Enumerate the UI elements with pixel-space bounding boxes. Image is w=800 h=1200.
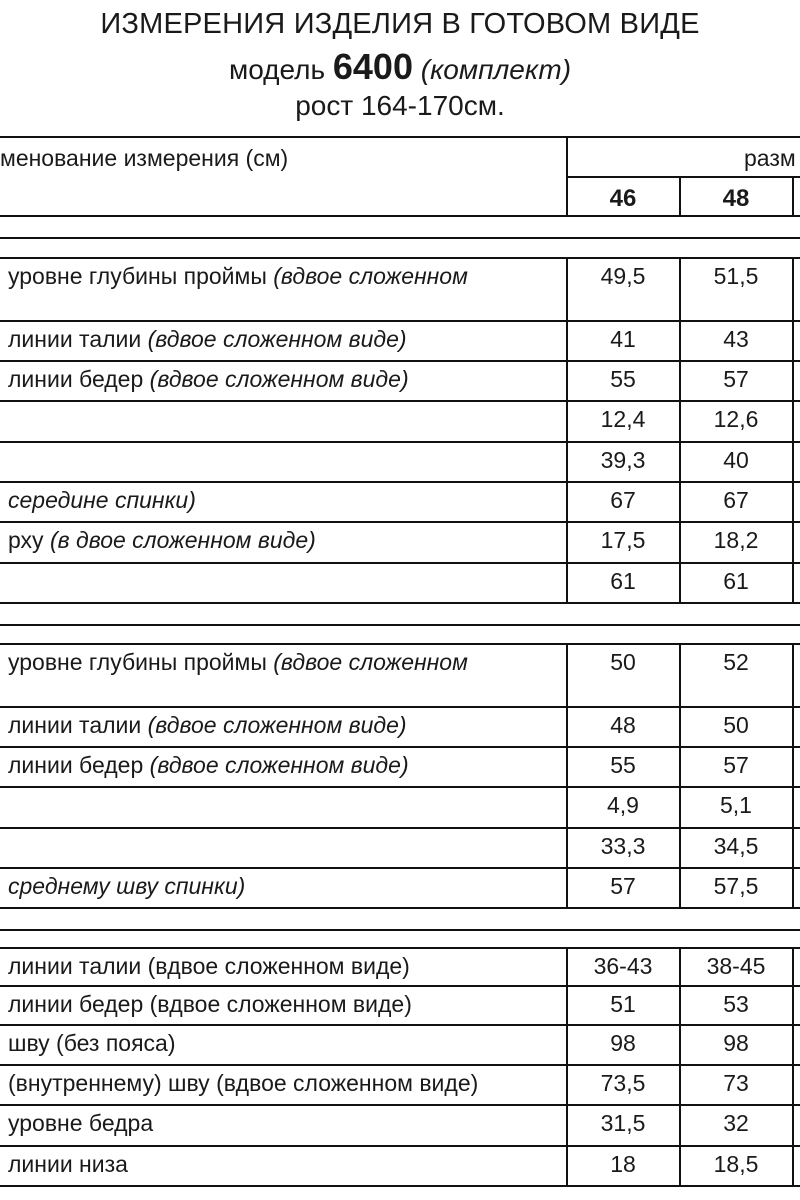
measurement-label: линии бедер xyxy=(8,366,150,392)
measurement-value-48: 67 xyxy=(723,487,749,513)
measurement-value-46: 12,4 xyxy=(600,406,646,432)
height-range: рост 164-170см. xyxy=(295,90,505,121)
measurement-value-46: 41 xyxy=(610,326,636,352)
measurement-value-48: 98 xyxy=(723,1030,749,1056)
measurement-value-46: 61 xyxy=(610,568,636,594)
measurement-label: шву (без пояса) xyxy=(8,1030,176,1056)
section-gap-rule xyxy=(0,237,800,239)
measurement-value-48: 38-45 xyxy=(706,953,766,979)
measurement-note: среднему шву спинки) xyxy=(8,873,246,899)
measurement-value-48: 57,5 xyxy=(713,873,759,899)
column-rule xyxy=(792,947,794,1185)
measurement-value-48: 57 xyxy=(723,752,749,778)
measurement-value-48: 34,5 xyxy=(713,833,759,859)
measurement-value-48: 52 xyxy=(723,649,749,675)
column-rule xyxy=(792,257,794,602)
measurement-value-46: 18 xyxy=(610,1151,636,1177)
measurement-name xyxy=(8,953,410,980)
measurement-label: (внутреннему) шву (вдвое сложенном виде) xyxy=(8,1070,479,1096)
measurement-value-46: 55 xyxy=(610,752,636,778)
measurement-value-46: 50 xyxy=(610,649,636,675)
section-gap-rule xyxy=(0,929,800,931)
measurement-value-46: 4,9 xyxy=(607,792,639,818)
column-rule xyxy=(679,643,681,907)
measurement-value-46: 55 xyxy=(610,366,636,392)
measurement-name xyxy=(8,263,468,290)
measurement-name xyxy=(8,326,407,353)
measurement-value-46: 98 xyxy=(610,1030,636,1056)
measurement-name xyxy=(8,649,468,676)
measurement-label: линии бедер (вдвое сложенном виде) xyxy=(8,991,412,1017)
measurement-value-48: 40 xyxy=(723,447,749,473)
measurement-value-48: 53 xyxy=(723,991,749,1017)
measurement-value-46: 17,5 xyxy=(600,527,646,553)
measurement-value-48: 51,5 xyxy=(713,263,759,289)
measurement-value-48: 18,2 xyxy=(713,527,759,553)
measurement-value-48: 43 xyxy=(723,326,749,352)
column-header-name: менование измерения (см) xyxy=(0,145,289,171)
measurement-label: рху xyxy=(8,527,50,553)
measurement-note: (в двое сложенном виде) xyxy=(49,527,316,553)
size-header-rule xyxy=(566,176,800,178)
measurement-label: линии талии xyxy=(8,326,148,352)
header-bottom-rule xyxy=(0,215,800,217)
column-rule xyxy=(792,176,794,215)
table-top-rule xyxy=(0,136,800,138)
measurement-note: (вдвое сложенном виде) xyxy=(147,326,407,352)
measurement-value-48: 61 xyxy=(723,568,749,594)
column-rule xyxy=(566,257,568,602)
model-number: 6400 xyxy=(332,46,413,87)
column-rule xyxy=(792,643,794,907)
measurement-value-46: 49,5 xyxy=(600,263,646,289)
measurement-name xyxy=(8,1110,153,1137)
measurement-value-48: 50 xyxy=(723,712,749,738)
measurement-name xyxy=(8,487,196,514)
measurement-value-46: 57 xyxy=(610,873,636,899)
column-rule xyxy=(679,257,681,602)
measurement-name xyxy=(8,366,409,393)
measurement-label: линии бедер xyxy=(8,752,150,778)
column-rule xyxy=(566,136,568,215)
measurement-value-46: 73,5 xyxy=(600,1070,646,1096)
section-gap-rule xyxy=(0,624,800,626)
column-rule xyxy=(679,947,681,1185)
table-rule xyxy=(0,602,800,604)
measurement-label: уровне глубины проймы xyxy=(8,649,274,675)
measurement-name xyxy=(8,873,245,900)
measurement-name xyxy=(8,991,412,1018)
measurement-value-48: 32 xyxy=(723,1110,749,1136)
measurement-note: (вдвое сложенном xyxy=(273,263,468,289)
measurement-note: (вдвое сложенном виде) xyxy=(149,752,409,778)
measurement-value-48: 73 xyxy=(723,1070,749,1096)
measurement-name xyxy=(8,1151,128,1178)
measurement-note: (вдвое сложенном виде) xyxy=(147,712,407,738)
measurement-name xyxy=(8,712,407,739)
table-rule xyxy=(0,907,800,909)
measurement-value-48: 18,5 xyxy=(713,1151,759,1177)
measurement-value-46: 39,3 xyxy=(600,447,646,473)
column-rule xyxy=(679,176,681,215)
size-46-header: 46 xyxy=(609,185,637,212)
measurement-value-46: 31,5 xyxy=(600,1110,646,1136)
column-rule xyxy=(566,643,568,907)
measurement-value-46: 67 xyxy=(610,487,636,513)
measurement-note: (вдвое сложенном xyxy=(273,649,468,675)
table-rule xyxy=(0,1185,800,1187)
measurement-value-46: 33,3 xyxy=(600,833,646,859)
column-rule xyxy=(566,947,568,1185)
measurement-name xyxy=(8,527,316,554)
size-48-header: 48 xyxy=(722,185,750,212)
column-header-size: разм xyxy=(744,145,796,171)
measurement-value-46: 51 xyxy=(610,991,636,1017)
measurement-label: уровне глубины проймы xyxy=(8,263,274,289)
page-title: ИЗМЕРЕНИЯ ИЗДЕЛИЯ В ГОТОВОМ ВИДЕ xyxy=(100,8,700,40)
measurement-note: (вдвое сложенном виде) xyxy=(149,366,409,392)
model-prefix: модель xyxy=(228,54,326,85)
measurement-name xyxy=(8,752,409,779)
measurement-name xyxy=(8,1070,478,1097)
model-set-label: (комплект) xyxy=(420,54,572,85)
measurement-value-48: 12,6 xyxy=(713,406,759,432)
measurement-value-48: 5,1 xyxy=(720,792,752,818)
measurement-label: уровне бедра xyxy=(8,1110,154,1136)
measurement-note: середине спинки) xyxy=(8,487,196,513)
measurement-label: линии талии xyxy=(8,712,148,738)
measurement-value-48: 57 xyxy=(723,366,749,392)
measurement-value-46: 36-43 xyxy=(593,953,653,979)
measurement-value-46: 48 xyxy=(610,712,636,738)
measurement-label: линии низа xyxy=(8,1151,128,1177)
measurement-label: линии талии (вдвое сложенном виде) xyxy=(8,953,410,979)
measurement-name xyxy=(8,1030,176,1057)
